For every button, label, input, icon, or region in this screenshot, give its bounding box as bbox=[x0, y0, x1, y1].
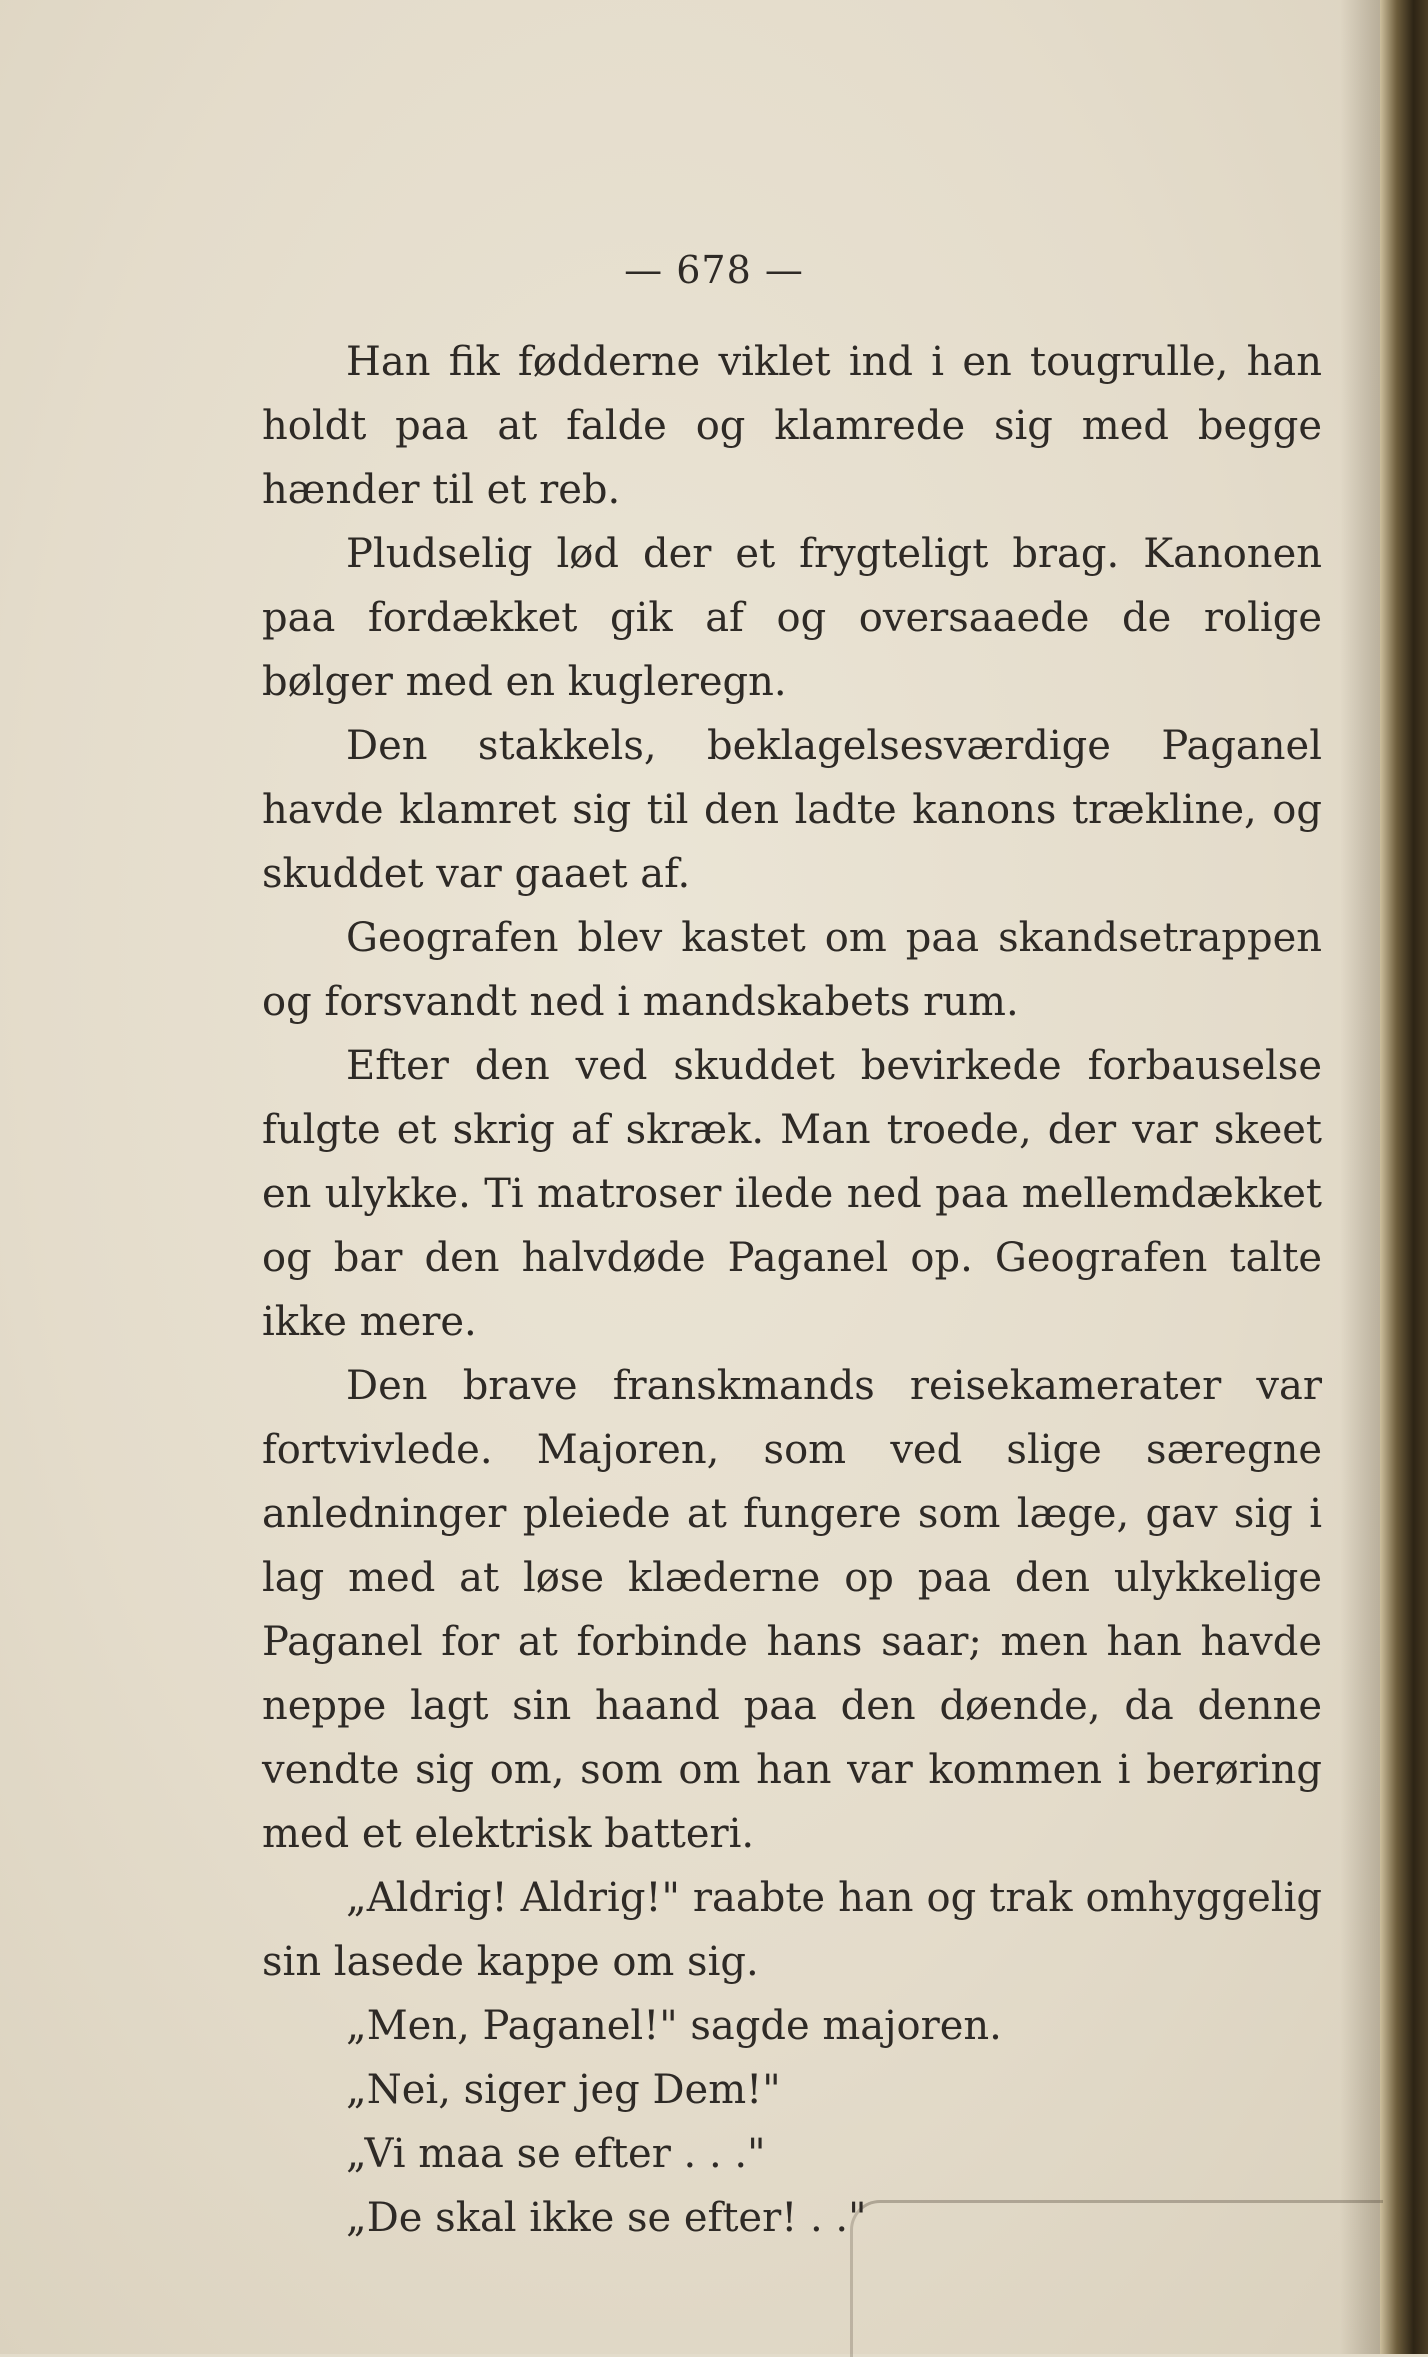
paragraph: Pludselig lød der et frygteligt brag. Kanonen paa fordækket gik af og oversaaede de rolige bølger med en kugleregn. bbox=[262, 531, 1322, 705]
paragraph: Han fik fødderne viklet ind i en tougrulle, han holdt paa at falde og klamrede sig med begge hænder til et reb. bbox=[262, 339, 1322, 513]
dialogue-line: „De skal ikke se efter! . ." bbox=[346, 2195, 867, 2241]
dialogue-line: „Vi maa se efter . . ." bbox=[346, 2131, 766, 2177]
paragraph: Efter den ved skuddet bevirkede forbauselse fulgte et skrig af skræk. Man troede, der var skeet en ulykke. Ti matroser ilede ned paa mellemdækket og bar den halvdøde Paganel op. Geografen talte ikke mere. bbox=[262, 1043, 1322, 1345]
page-body bbox=[262, 330, 1322, 2250]
paragraph: Geografen blev kastet om paa skandsetrappen og forsvandt ned i mandskabets rum. bbox=[262, 915, 1322, 1025]
dialogue-line: „Men, Paganel!" sagde majoren. bbox=[346, 2003, 1002, 2049]
book-spine bbox=[1380, 0, 1428, 2354]
page-number: — 678 — bbox=[624, 248, 804, 292]
dialogue-line: „Aldrig! Aldrig!" raabte han og trak omhyggelig sin lasede kappe om sig. bbox=[262, 1875, 1322, 1985]
paragraph: Den stakkels, beklagelsesværdige Paganel havde klamret sig til den ladte kanons trækline, og skuddet var gaaet af. bbox=[262, 723, 1322, 897]
paragraph: Den brave franskmands reisekamerater var fortvivlede. Majoren, som ved slige særegne anledninger pleiede at fungere som læge, gav sig i lag med at løse klæderne op paa den ulykkelige Paganel for at forbinde hans saar; men han havde neppe lagt sin haand paa den døende, da denne vendte sig om, som om han var kommen i berøring med et elektrisk batteri. bbox=[262, 1363, 1322, 1857]
dialogue-line: „Nei, siger jeg Dem!" bbox=[346, 2067, 781, 2113]
spine-shadow bbox=[1340, 0, 1380, 2354]
